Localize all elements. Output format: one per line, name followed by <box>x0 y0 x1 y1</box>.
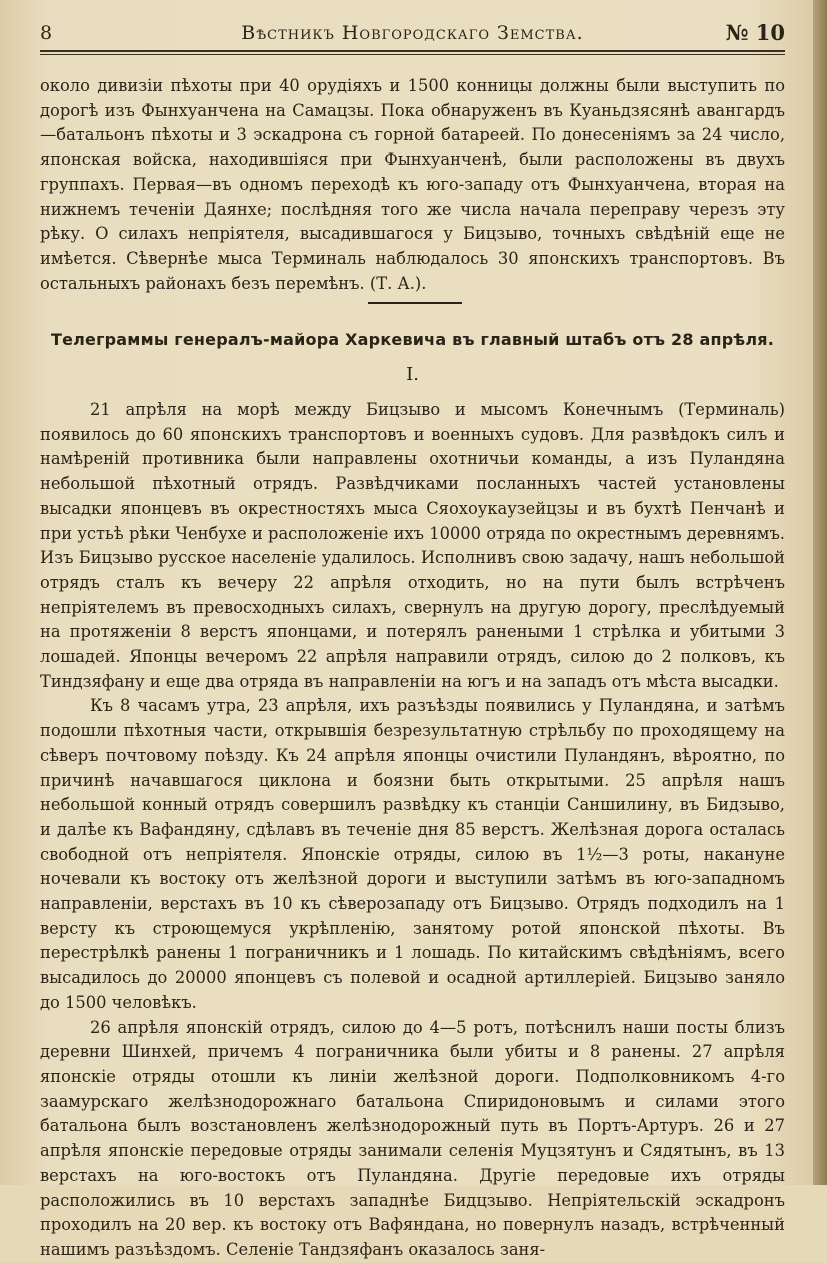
journal-title: Вѣстникъ Новгородскаго Земства. <box>241 22 584 44</box>
page-edge <box>813 0 827 1185</box>
telegram-body <box>40 398 785 1263</box>
intro-paragraph <box>40 74 785 296</box>
running-header <box>40 18 785 50</box>
body-paragraph-3: 26 апрѣля японскій отрядъ, силою до 4—5 ротъ, потѣснилъ наши посты близъ деревни Шинхей, причемъ 4 пограничника были убиты и 8 ранены. 27 апрѣля японскіе отряды отошли къ линіи желѣзной дороги. Подполковникомъ 4-го заамурскаго желѣзнодорожнаго батальона Спиридоновымъ и силами этого батальона былъ возстановленъ желѣзнодорожный путь въ Портъ-Артуръ. 26 и 27 апрѣля японскіе передовые отряды занимали селенія Муцзятунъ и Сядятынъ, въ 13 верстахъ на юго-востокъ отъ Пуландяна. Другіе передовые ихъ отряды расположились въ 10 верстахъ западнѣе Бидцзыво. Непріятельскій эскадронъ проходилъ на 20 вер. къ востоку отъ Вафяндана, но повернулъ назадъ, встрѣченный нашимъ разъѣздомъ. Селеніе Тандзяфанъ оказалось заня- <box>40 1017 785 1259</box>
body-paragraph-1: 21 апрѣля на морѣ между Бицзыво и мысомъ Конечнымъ (Терминаль) появилось до 60 японскихъ транспортовъ и военныхъ судовъ. Для развѣдокъ силъ и намѣреній противника были направлены охотничьи команды, а изъ Пуландяна небольшой пѣхотный отрядъ. Развѣдчиками посланныхъ частей установлены высадки японцевъ въ окрестностяхъ мыса Сяохоукаузейцзы и въ бухтѣ Пенчанѣ и при устьѣ рѣки Ченбухе и расположеніе ихъ 10000 отряда по окрестнымъ деревнямъ. Изъ Бицзыво русское населеніе удалилось. Исполнивъ свою задачу, нашъ небольшой отрядъ сталъ къ вечеру 22 апрѣля отходить, но на пути былъ встрѣченъ непріятелемъ въ превосходныхъ силахъ, свернулъ на другую дорогу, преслѣдуемый на протяженіи 8 верстъ японцами, и потерялъ ранеными 1 стрѣлка и убитыми 3 лошадей. Японцы вечеромъ 22 апрѣля направили отрядъ, силою до 2 полковъ, къ Тиндзяфану и еще два отряда въ направленіи на югъ и на западъ отъ мѣста высадки. <box>40 400 785 691</box>
section-number: I. <box>406 364 419 385</box>
section-separator <box>368 302 462 304</box>
section-heading: Телеграммы генералъ-майора Харкевича въ главный штабъ отъ 28 апрѣля. <box>50 330 775 349</box>
header-rule <box>40 50 785 55</box>
page-number: 8 <box>40 22 53 44</box>
issue-number: № 10 <box>725 20 785 45</box>
intro-text: около дивизіи пѣхоты при 40 орудіяхъ и 1500 конницы должны были выступить по дорогѣ изъ Фынхуанчена на Самацзы. Пока обнаруженъ въ Куаньдзясянѣ авангардъ—батальонъ пѣхоты и 3 эскадрона съ горной батареей. По донесеніямъ за 24 число, японская войска, находившіяся при Фынхуанченѣ, были расположены въ двухъ группахъ. Первая—въ одномъ переходѣ къ юго-западу отъ Фынхуанчена, вторая на нижнемъ теченіи Даянхе; послѣдняя того же числа начала переправу черезъ эту рѣку. О силахъ непріятеля, высадившагося у Бицзыво, точныхъ свѣдѣній еще не имѣется. Сѣвернѣе мыса Терминаль наблюдалось 30 японскихъ транспортовъ. Въ остальныхъ районахъ безъ перемѣнъ. (Т. А.). <box>40 76 785 293</box>
body-paragraph-2: Къ 8 часамъ утра, 23 апрѣля, ихъ разъѣзды появились у Пуландяна, и затѣмъ подошли пѣхотныя части, открывшія безрезультатную стрѣльбу по проходящему на сѣверъ почтовому поѣзду. Къ 24 апрѣля японцы очистили Пуландянъ, вѣроятно, по причинѣ начавшагося циклона и боязни быть открытыми. 25 апрѣля нашъ небольшой конный отрядъ совершилъ развѣдку къ станціи Саншилину, въ Бидзыво, и далѣе къ Вафандяну, сдѣлавъ въ теченіе дня 85 верстъ. Желѣзная дорога осталась свободной отъ непріятеля. Японскіе отряды, силою въ 1½—3 роты, накануне ночевали къ востоку отъ желѣзной дороги и выступили затѣмъ въ юго-западномъ направленіи, верстахъ въ 10 къ сѣверозападу отъ Бицзыво. Отрядъ подходилъ на 1 версту къ строющемуся укрѣпленію, занятому ротой японской пѣхоты. Въ перестрѣлкѣ ранены 1 пограничникъ и 1 лошадь. По китайскимъ свѣдѣніямъ, всего высадилось до 20000 японцевъ съ полевой и осадной артиллеріей. Бицзыво заняло до 1500 человѣкъ. <box>40 696 785 1012</box>
